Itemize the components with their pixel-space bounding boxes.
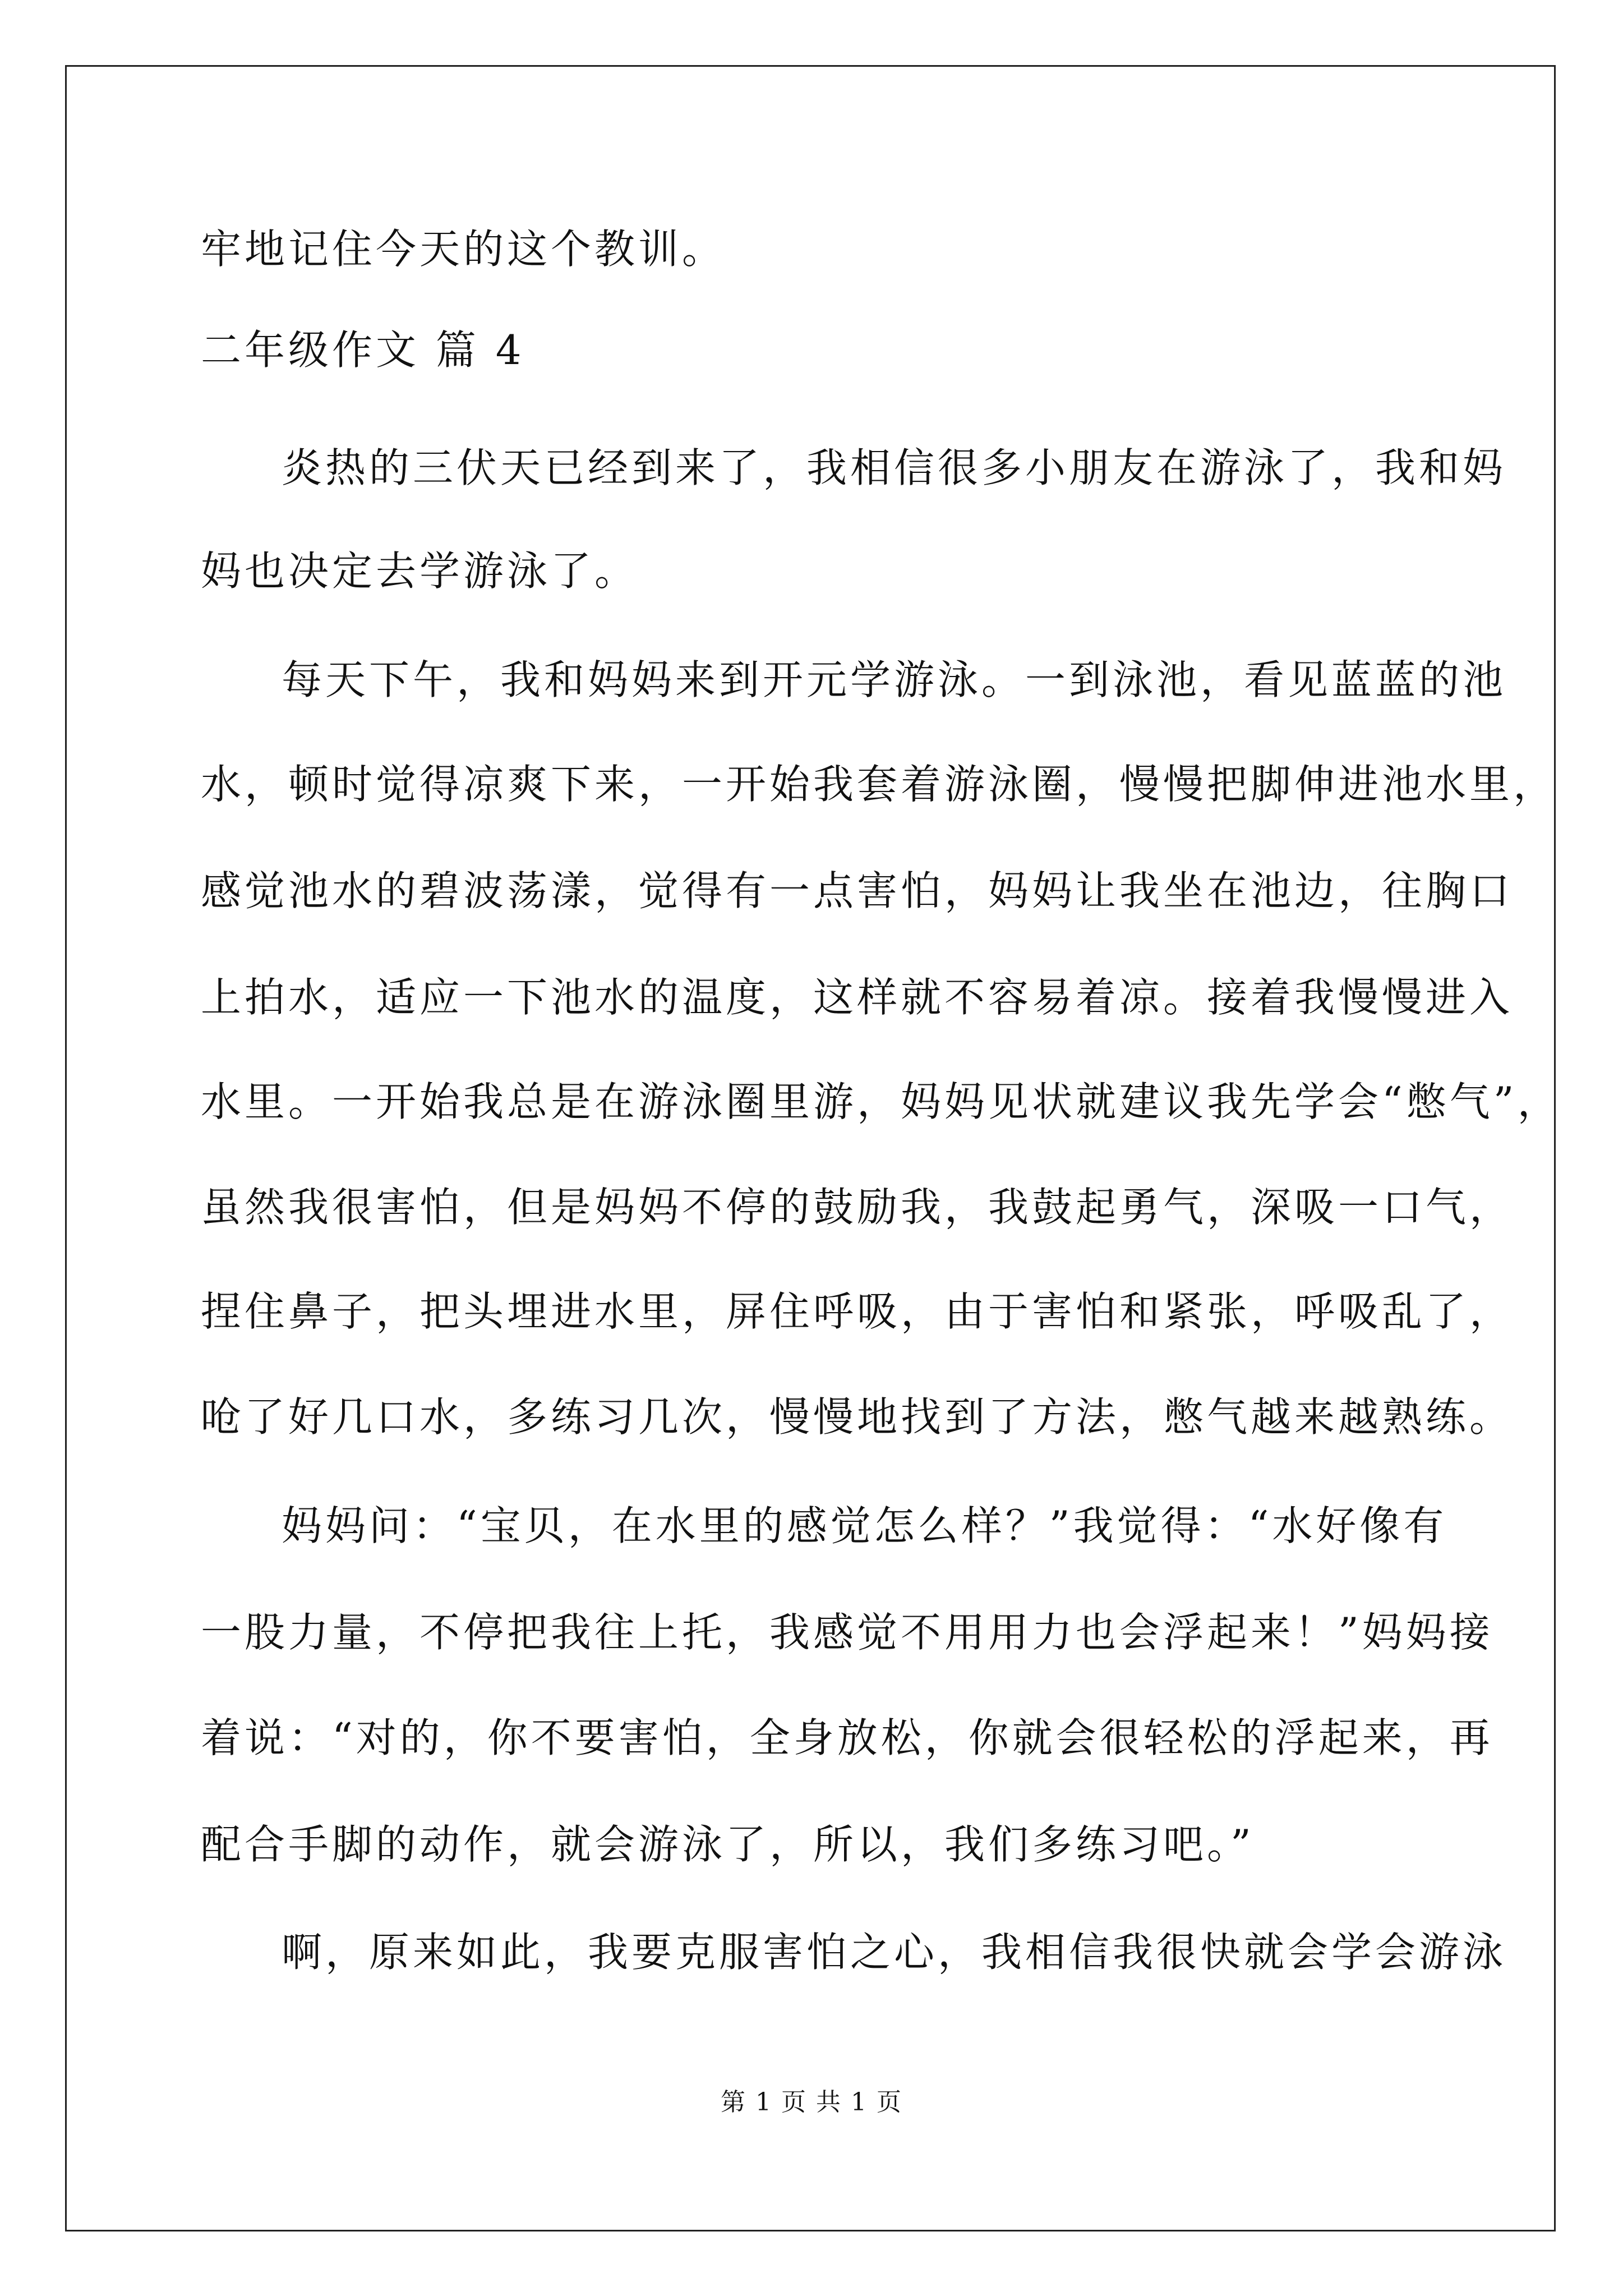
paragraph-line: 啊，原来如此，我要克服害怕之心，我相信我很快就会学会游泳: [282, 1929, 1507, 1976]
paragraph-line: 水里。一开始我总是在游泳圈里游，妈妈见状就建议我先学会“憋气”，: [201, 1078, 1561, 1125]
paragraph-line: 呛了好几口水，多练习几次，慢慢地找到了方法，憋气越来越熟练。: [201, 1393, 1514, 1441]
paragraph-line: 着说：“对的，你不要害怕，全身放松，你就会很轻松的浮起来，再: [201, 1714, 1493, 1761]
paragraph-line: 配合手脚的动作，就会游泳了，所以，我们多练习吧。”: [201, 1821, 1255, 1868]
paragraph-line: 水，顿时觉得凉爽下来，一开始我套着游泳圈，慢慢把脚伸进池水里，: [201, 761, 1557, 808]
paragraph-line: 妈也决定去学游泳了。: [201, 547, 639, 595]
paragraph-line: 虽然我很害怕，但是妈妈不停的鼓励我，我鼓起勇气，深吸一口气，: [201, 1184, 1514, 1231]
section-heading: 二年级作文 篇 4: [201, 326, 525, 374]
paragraph-line: 感觉池水的碧波荡漾，觉得有一点害怕，妈妈让我坐在池边，往胸口: [201, 867, 1514, 914]
paragraph-line: 妈妈问：“宝贝，在水里的感觉怎么样？”我觉得：“水好像有: [282, 1502, 1447, 1549]
text-line: 牢地记住今天的这个教训。: [201, 226, 726, 273]
paragraph-line: 一股力量，不停把我往上托，我感觉不用用力也会浮起来！”妈妈接: [201, 1609, 1493, 1656]
page-border: [65, 65, 1556, 2231]
paragraph-line: 捏住鼻子，把头埋进水里，屏住呼吸，由于害怕和紧张，呼吸乱了，: [201, 1288, 1514, 1335]
paragraph-line: 每天下午，我和妈妈来到开元学游泳。一到泳池，看见蓝蓝的池: [282, 656, 1507, 703]
paragraph-line: 炎热的三伏天已经到来了，我相信很多小朋友在游泳了，我和妈: [282, 444, 1507, 491]
page-footer: 第 1 页 共 1 页: [721, 2088, 902, 2116]
paragraph-line: 上拍水，适应一下池水的温度，这样就不容易着凉。接着我慢慢进入: [201, 974, 1514, 1021]
